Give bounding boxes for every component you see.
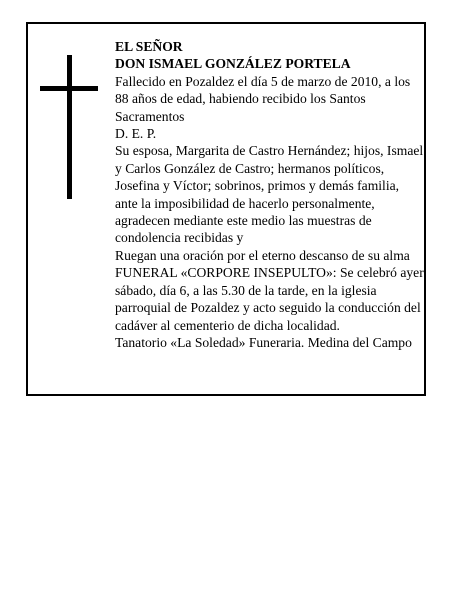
- tanatorio-line: Tanatorio «La Soledad» Funeraria. Medina del Campo: [115, 334, 412, 350]
- deceased-name: DON ISMAEL GONZÁLEZ PORTELA: [115, 56, 351, 72]
- obituary-notice: [26, 22, 426, 396]
- notice-text: [115, 38, 425, 351]
- dep-line: D. E. P.: [115, 126, 157, 142]
- funeral-paragraph: FUNERAL «CORPORE INSEPULTO»: Se celebró ayer sábado, día 6, a las 5.30 de la tarde, en la iglesia parroquial de Pozaldez y acto seguido la conducción del cadáver al cementerio de dicha localidad.: [115, 265, 424, 333]
- latin-cross-icon: [40, 55, 98, 199]
- family-paragraph: Su esposa, Margarita de Castro Hernández; hijos, Ismael y Carlos González de Castro; hermanos políticos, Josefina y Víctor; sobrinos, primos y demás familia, ante la imposibilidad de hacerlo personalmente, agradecen mediante este medio las muestras de condolencia recibidas y: [115, 143, 424, 246]
- death-info: Fallecido en Pozaldez el día 5 de marzo de 2010, a los 88 años de edad, habiendo recibido los Santos Sacramentos: [115, 73, 411, 124]
- prayer-line: Ruegan una oración por el eterno descanso de su alma: [115, 247, 410, 263]
- cross-vertical-bar: [67, 55, 72, 199]
- cross-horizontal-bar: [40, 86, 98, 91]
- notice-title: EL SEÑOR: [115, 39, 183, 54]
